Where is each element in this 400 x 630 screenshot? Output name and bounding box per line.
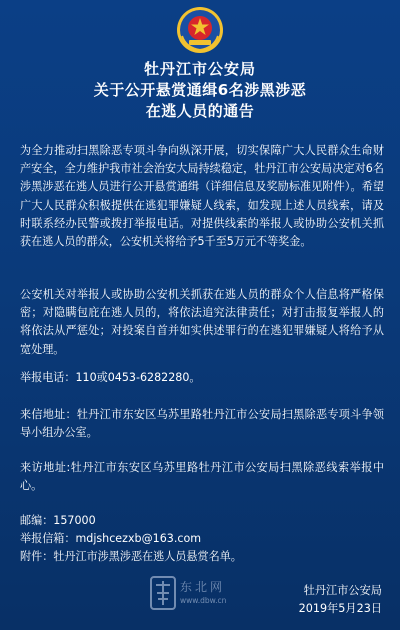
paragraph-intro: 为全力推动扫黑除恶专项斗争向纵深开展，切实保障广大人民群众生命财产安全，全力维护我市社会治安大局持续稳定，牡丹江市公安局决定对6名涉黑涉恶在逃人员进行公开悬赏通缉（详细信息及奖励标准见附件）。希望广大人民群众积极提供在逃犯罪嫌疑人线索，如发现上述人员线索，请及时联系经办民警或拨打举报电话。对提供线索的举报人或协助公安机关抓获在逃人员的群众，公安机关将给予5千至5万元不等奖金。: [20, 144, 384, 249]
signature-org: 牡丹江市公安局: [303, 584, 382, 597]
postcode: 邮编：157000: [20, 514, 96, 527]
title-line-1: 关于公开悬赏通缉6名涉黑涉恶: [93, 81, 307, 99]
mail-address: 来信地址：牡丹江市东安区乌苏里路牡丹江市公安局扫黑除恶专项斗争领导小组办公室。: [20, 408, 384, 440]
paragraph-protection: 公安机关对举报人或协助公安机关抓获在逃人员的群众个人信息将严格保密；对隐瞒包庇在逃人员的，将依法追究法律责任；对打击报复举报人的将依法从严惩处；对投案自首并如实供述罪行的在逃犯罪嫌疑人将给予从宽处理。: [20, 288, 384, 356]
title-line-2: 在逃人员的通告: [145, 102, 255, 120]
report-phone: 举报电话：110或0453-6282280。: [20, 371, 201, 384]
signature-date: 2019年5月23日: [298, 602, 382, 615]
visit-address: 来访地址:牡丹江市东安区乌苏里路牡丹江市公安局扫黑除恶线索举报中心。: [20, 461, 384, 493]
dbw-logo-icon: [150, 576, 176, 610]
notice-title: [0, 58, 400, 122]
watermark-text: 东北网: [180, 580, 226, 594]
report-email: 举报信箱：mdjshcezxb@163.com: [20, 532, 202, 545]
watermark-url: www.dbw.cn: [180, 596, 227, 605]
issuing-org-heading: 牡丹江市公安局: [143, 60, 256, 78]
attachment-note: 附件：牡丹江市涉黑涉恶在逃人员悬赏名单。: [20, 550, 242, 563]
police-emblem-icon: [176, 6, 224, 54]
